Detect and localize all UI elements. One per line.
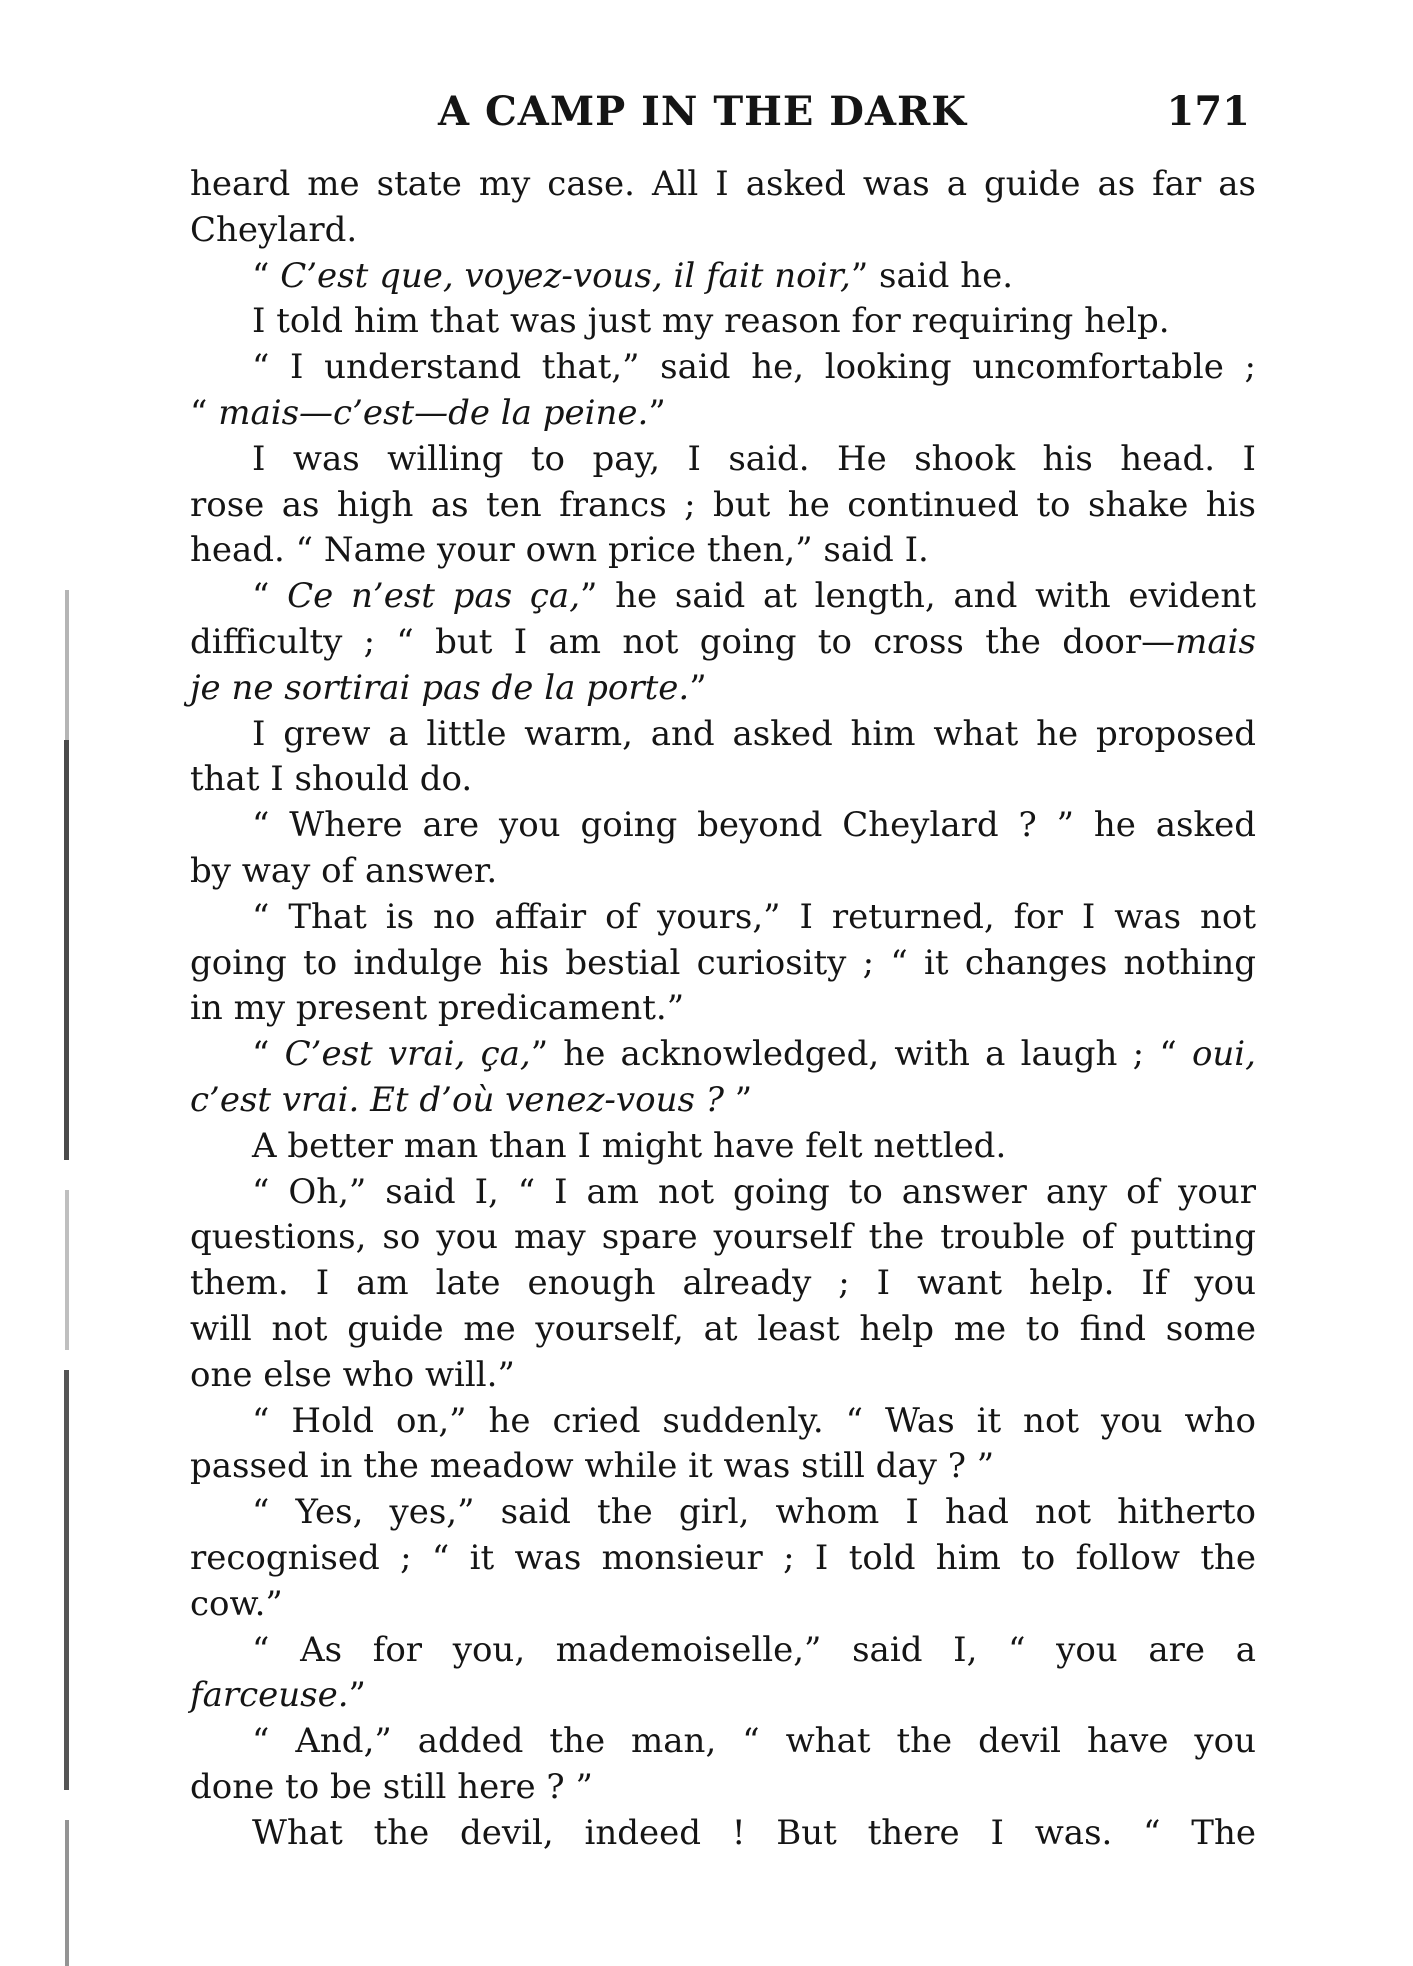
text-line xyxy=(190,1628,1256,1674)
roman-text: ” said he. xyxy=(850,255,1014,296)
text-line xyxy=(190,299,1256,345)
italic-text: farceuse. xyxy=(190,1675,349,1716)
text-line xyxy=(190,162,1256,208)
roman-text: that I should do. xyxy=(190,759,473,800)
text-line xyxy=(190,712,1256,758)
text-line xyxy=(190,483,1256,529)
text-line xyxy=(190,1673,1256,1719)
text-line xyxy=(190,1444,1256,1490)
text-line xyxy=(190,1032,1256,1078)
roman-text: A better man than I might have felt nettled. xyxy=(252,1125,1007,1166)
page-number: 171 xyxy=(1166,88,1250,135)
roman-text: “ Hold on,” he cried suddenly. “ Was it not you who xyxy=(252,1400,1256,1441)
roman-text: recognised ; “ it was monsieur ; I told him to follow the xyxy=(190,1537,1256,1578)
italic-text: oui, xyxy=(1191,1034,1256,1075)
roman-text: “ xyxy=(252,1034,285,1075)
text-line xyxy=(190,254,1256,300)
text-line xyxy=(190,803,1256,849)
roman-text: going to indulge his bestial curiosity ; “ it changes nothing xyxy=(190,942,1256,983)
text-line xyxy=(190,666,1256,712)
text-line xyxy=(190,1078,1256,1124)
text-line xyxy=(190,345,1256,391)
text-line xyxy=(190,1307,1256,1353)
roman-text: heard me state my case. All I asked was a guide as far as xyxy=(190,164,1256,204)
text-line xyxy=(190,1170,1256,1216)
roman-text: done to be still here ? ” xyxy=(190,1766,593,1807)
roman-text: cow.” xyxy=(190,1583,283,1624)
roman-text: ” xyxy=(723,1079,753,1120)
roman-text: questions, so you may spare yourself the trouble of putting xyxy=(190,1217,1256,1258)
italic-text: je ne sortirai pas de la porte. xyxy=(190,667,690,708)
roman-text: Cheylard. xyxy=(190,209,358,250)
roman-text: will not guide me yourself, at least help me to find some xyxy=(190,1308,1256,1349)
running-title: A CAMP IN THE DARK xyxy=(438,88,968,135)
roman-text: I told him that was just my reason for requiring help. xyxy=(252,301,1170,342)
roman-text: “ That is no affair of yours,” I returned, for I was not xyxy=(252,896,1256,937)
roman-text: ” he said at length, and with evident xyxy=(580,576,1256,617)
roman-text: passed in the meadow while it was still day ? ” xyxy=(190,1446,995,1487)
text-line xyxy=(190,1215,1256,1261)
roman-text: “ Oh,” said I, “ I am not going to answer any of your xyxy=(252,1171,1256,1212)
italic-text: mais—c’est—de la peine. xyxy=(218,392,649,433)
italic-text: C’est vrai, ça, xyxy=(284,1034,531,1075)
italic-text: Ce n’est pas ça, xyxy=(287,576,581,617)
roman-text: “ xyxy=(190,392,219,433)
italic-text: c’est vrai. Et d’où venez-vous ? xyxy=(190,1079,724,1120)
text-line xyxy=(190,1490,1256,1536)
text-line xyxy=(190,437,1256,483)
roman-text: What the devil, indeed ! But there I was. “ The xyxy=(252,1812,1256,1853)
roman-text: one else who will.” xyxy=(190,1354,515,1395)
roman-text: I was willing to pay, I said. He shook his head. I xyxy=(252,438,1256,479)
roman-text: by way of answer. xyxy=(190,850,498,891)
text-line xyxy=(190,1765,1256,1811)
binding-gutter-shadow xyxy=(58,590,78,1966)
text-line xyxy=(190,757,1256,803)
running-head xyxy=(190,88,1250,140)
roman-text: I grew a little warm, and asked him what he proposed xyxy=(252,713,1256,754)
text-line xyxy=(190,1353,1256,1399)
roman-text: “ And,” added the man, “ what the devil have you xyxy=(252,1721,1256,1762)
text-line xyxy=(190,1399,1256,1445)
text-line xyxy=(190,1719,1256,1765)
body-text xyxy=(190,162,1256,1856)
roman-text: “ Yes, yes,” said the girl, whom I had not hitherto xyxy=(252,1492,1256,1533)
text-line xyxy=(190,1582,1256,1628)
roman-text: “ I understand that,” said he, looking uncomfortable ; xyxy=(252,347,1256,388)
text-line xyxy=(190,941,1256,987)
roman-text: ” xyxy=(348,1675,366,1716)
roman-text: ” he acknowledged, with a laugh ; “ xyxy=(530,1034,1192,1075)
text-line xyxy=(190,620,1256,666)
roman-text: them. I am late enough already ; I want help. If you xyxy=(190,1263,1256,1304)
italic-text: C’est que, voyez-vous, il fait noir, xyxy=(280,255,851,296)
text-line xyxy=(190,208,1256,254)
text-line xyxy=(190,849,1256,895)
text-line xyxy=(190,895,1256,941)
roman-text: ” xyxy=(648,392,666,433)
text-line xyxy=(190,1536,1256,1582)
roman-text: “ Where are you going beyond Cheylard ? ” he asked xyxy=(252,805,1256,846)
roman-text: ” xyxy=(689,667,707,708)
text-line xyxy=(190,391,1256,437)
text-line xyxy=(190,528,1256,574)
roman-text: difficulty ; “ but I am not going to cross the door— xyxy=(190,621,1176,662)
roman-text: in my present predicament.” xyxy=(190,988,685,1029)
text-line xyxy=(190,1811,1256,1857)
text-line xyxy=(190,986,1256,1032)
text-line xyxy=(190,1124,1256,1170)
italic-text: mais xyxy=(1175,621,1256,662)
roman-text: “ xyxy=(252,255,281,296)
roman-text: head. “ Name your own price then,” said I. xyxy=(190,530,929,571)
roman-text: “ As for you, mademoiselle,” said I, “ you are a xyxy=(252,1629,1256,1670)
roman-text: rose as high as ten francs ; but he continued to shake his xyxy=(190,484,1256,525)
roman-text: “ xyxy=(252,576,288,617)
text-line xyxy=(190,1261,1256,1307)
text-line xyxy=(190,574,1256,620)
